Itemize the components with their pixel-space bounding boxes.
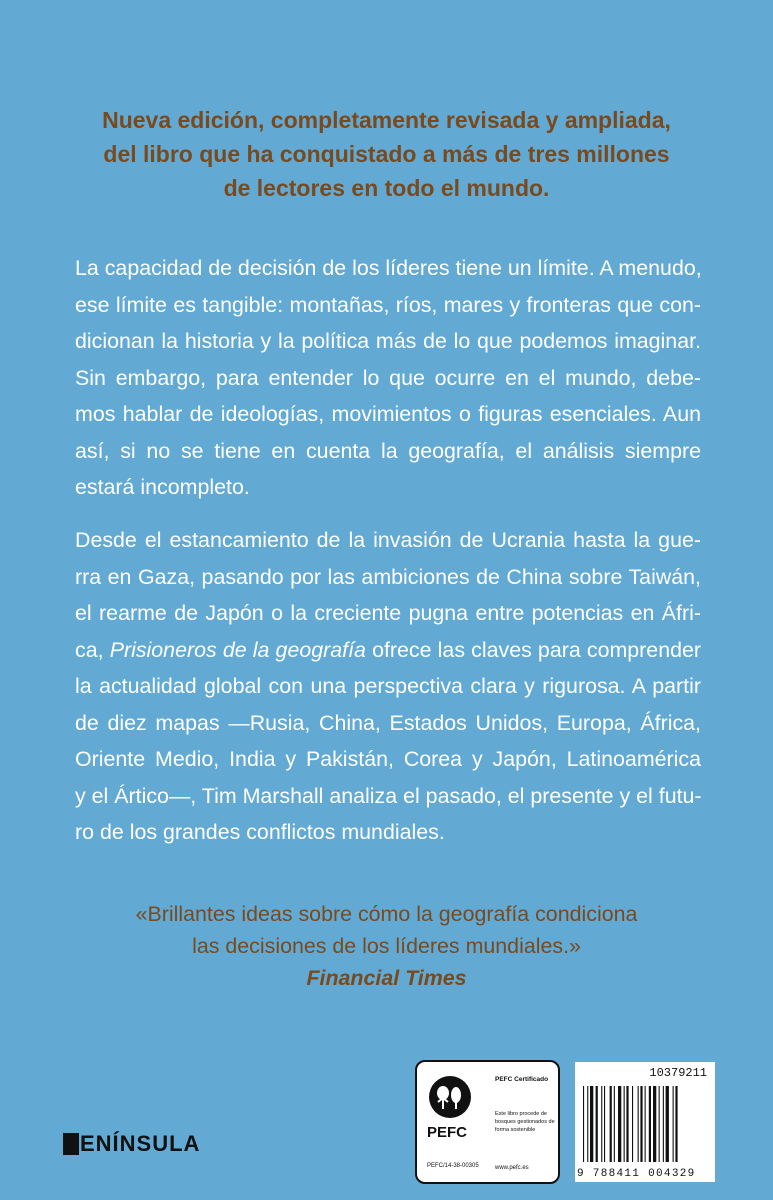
isbn-digits: 9 788411 004329 bbox=[577, 1168, 696, 1180]
text-fragment: ofrece las claves para comprender bbox=[365, 637, 702, 662]
text-line: La capacidad de decisión de los líderes tiene un límite. A menudo, bbox=[75, 256, 702, 280]
text-line: de diez mapas —Rusia, China, Estados Unidos, Europa, África, bbox=[75, 710, 701, 735]
text-line: Oriente Medio, India y Pakistán, Corea y Japón, Latinoamérica bbox=[75, 747, 701, 771]
text-line: ro de los grandes conflictos mundiales. bbox=[75, 820, 445, 844]
book-title: Prisioneros de la geografía bbox=[109, 637, 366, 662]
pefc-title: PEFC Certificado bbox=[495, 1076, 549, 1083]
pefc-url: www.pefc.es bbox=[495, 1165, 529, 1171]
pefc-description: Este libro procede de bosques gestionados de forma sostenible bbox=[495, 1111, 555, 1133]
quote-line: «Brillantes ideas sobre cómo la geografía condiciona bbox=[135, 902, 638, 926]
pefc-name: PEFC bbox=[427, 1124, 468, 1141]
review-quote bbox=[60, 898, 713, 994]
publisher-p-block-icon bbox=[63, 1133, 79, 1155]
publisher-name: ENÍNSULA bbox=[80, 1131, 201, 1156]
text-fragment: ca, bbox=[75, 637, 110, 662]
text-line: mos hablar de ideologías, movimientos o figuras esenciales. Aun bbox=[75, 402, 701, 426]
headline-line: de lectores en todo el mundo. bbox=[223, 175, 550, 201]
synopsis-paragraph-2 bbox=[75, 522, 701, 851]
text-line: y el Ártico—, Tim Marshall analiza el pasado, el presente y el futu- bbox=[75, 783, 702, 808]
pefc-certification bbox=[415, 1060, 560, 1184]
text-line: dicionan la historia y la política más de lo que podemos imaginar. bbox=[75, 329, 701, 353]
text-line: Desde el estancamiento de la invasión de Ucrania hasta la gue- bbox=[75, 528, 701, 552]
text-line bbox=[75, 632, 701, 669]
text-line: así, si no se tiene en cuenta la geografía, el análisis siempre bbox=[75, 438, 701, 463]
text-line: Sin embargo, para entender lo que ocurre en el mundo, debe- bbox=[75, 365, 701, 390]
text-line: rra en Gaza, pasando por las ambiciones de China sobre Taiwán, bbox=[75, 564, 701, 589]
publisher-logo bbox=[63, 1131, 200, 1157]
isbn-barcode bbox=[575, 1062, 715, 1182]
tree-icon bbox=[429, 1076, 471, 1118]
synopsis-paragraph-1 bbox=[75, 250, 701, 506]
barcode-top-number: 10379211 bbox=[649, 1066, 707, 1080]
quote-source: Financial Times bbox=[306, 966, 467, 990]
text-line: el rearme de Japón o la creciente pugna entre potencias en Áfri- bbox=[75, 601, 701, 625]
headline-line: Nueva edición, completamente revisada y ampliada, bbox=[102, 107, 671, 133]
barcode-bars bbox=[581, 1086, 709, 1162]
text-line: la actualidad global con una perspectiva clara y rigurosa. A partir bbox=[75, 674, 701, 698]
pefc-code: PEFC/14-38-00305 bbox=[427, 1163, 479, 1169]
headline-line: del libro que ha conquistado a más de tres millones bbox=[103, 141, 670, 167]
quote-line: las decisiones de los líderes mundiales.» bbox=[192, 934, 581, 958]
headline bbox=[60, 103, 713, 205]
text-line: ese límite es tangible: montañas, ríos, mares y fronteras que con- bbox=[75, 292, 701, 317]
text-line: estará incompleto. bbox=[75, 475, 250, 499]
